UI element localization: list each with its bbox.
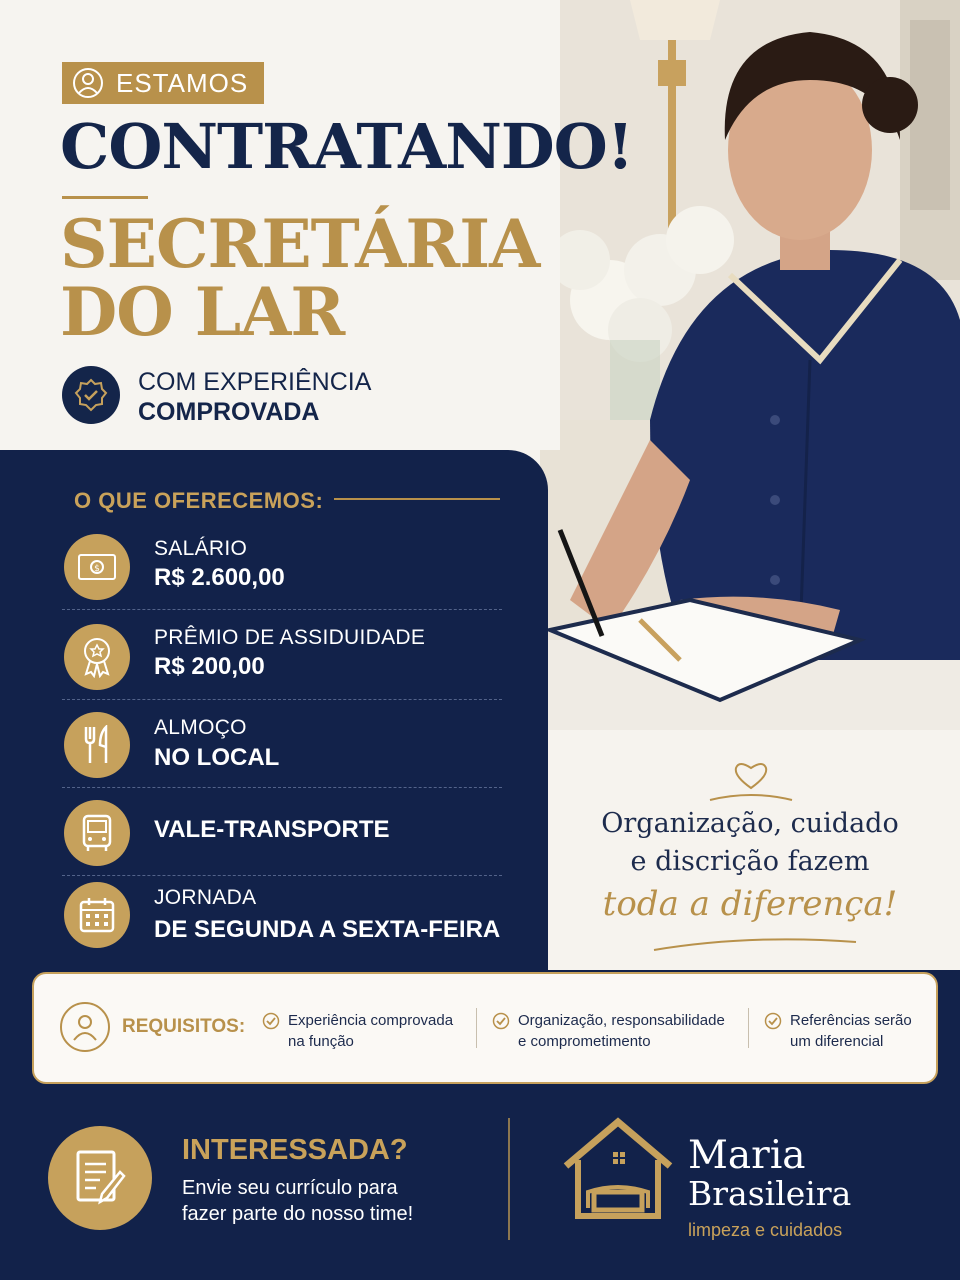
job-title bbox=[60, 205, 540, 351]
experience-line1: COM EXPERIÊNCIA bbox=[138, 368, 372, 396]
tagline-line3: toda a diferença! bbox=[602, 884, 898, 924]
brand-tagline: limpeza e cuidados bbox=[688, 1220, 843, 1240]
requirement-item bbox=[492, 1010, 725, 1052]
money-icon bbox=[64, 534, 130, 600]
offer-value: R$ 200,00 bbox=[154, 653, 265, 680]
offer-value: R$ 2.600,00 bbox=[154, 564, 285, 591]
requirements-title: REQUISITOS: bbox=[122, 1016, 246, 1037]
offer-label: JORNADA bbox=[154, 886, 257, 909]
tagline-line1: Organização, cuidado bbox=[601, 808, 899, 839]
offer-label: PRÊMIO DE ASSIDUIDADE bbox=[154, 626, 426, 649]
offer-item-lunch bbox=[62, 698, 502, 788]
heart-icon bbox=[706, 756, 796, 811]
requirement-line2: e comprometimento bbox=[518, 1033, 651, 1050]
requirement-line1: Experiência comprovada bbox=[288, 1012, 454, 1029]
offer-label: ALMOÇO bbox=[154, 716, 247, 739]
cta-line2: fazer parte do nosso time! bbox=[182, 1203, 414, 1225]
offers-title: O QUE OFERECEMOS: bbox=[74, 488, 324, 513]
brand-name-line1: Maria bbox=[688, 1133, 806, 1178]
verified-badge-icon bbox=[62, 366, 120, 424]
job-title-line1: SECRETÁRIA bbox=[60, 205, 540, 283]
offer-item-salary bbox=[62, 520, 502, 610]
check-circle-icon bbox=[764, 1012, 782, 1036]
offer-value: NO LOCAL bbox=[154, 744, 280, 771]
house-logo-icon bbox=[560, 1116, 676, 1227]
experience-line2: COMPROVADA bbox=[138, 398, 320, 426]
divider bbox=[62, 196, 148, 199]
offers-title-rule bbox=[334, 498, 500, 500]
calendar-icon bbox=[64, 882, 130, 948]
headline: CONTRATANDO! bbox=[60, 110, 633, 183]
brand-name-line2: Brasileira bbox=[688, 1174, 852, 1213]
requirement-line1: Referências serão bbox=[790, 1012, 912, 1029]
offer-item-transport bbox=[62, 786, 502, 876]
offer-item-attendance-bonus bbox=[62, 610, 502, 700]
swash-decoration bbox=[650, 930, 860, 959]
badge-label: ESTAMOS bbox=[116, 67, 249, 98]
cta-title: INTERESSADA? bbox=[182, 1134, 408, 1166]
offer-value: DE SEGUNDA A SEXTA-FEIRA bbox=[154, 916, 501, 943]
requirement-item bbox=[262, 1010, 453, 1052]
job-title-line2: DO LAR bbox=[60, 273, 345, 351]
offer-label: SALÁRIO bbox=[154, 537, 248, 560]
cta-line1: Envie seu currículo para bbox=[182, 1177, 398, 1199]
svg-text:$: $ bbox=[94, 564, 100, 574]
requirement-line1: Organização, responsabilidade bbox=[518, 1012, 725, 1029]
estamos-badge bbox=[62, 62, 264, 104]
offer-value: VALE-TRANSPORTE bbox=[154, 816, 390, 843]
bus-icon bbox=[64, 800, 130, 866]
tagline-line2: e discrição fazem bbox=[630, 846, 870, 877]
requirement-item bbox=[764, 1010, 912, 1052]
resume-document-icon bbox=[48, 1126, 152, 1230]
award-ribbon-icon bbox=[64, 624, 130, 690]
fork-knife-icon bbox=[64, 712, 130, 778]
requirement-divider bbox=[748, 1008, 749, 1048]
requirement-line2: um diferencial bbox=[790, 1033, 884, 1050]
person-icon bbox=[60, 1002, 110, 1052]
requirement-line2: na função bbox=[288, 1033, 354, 1050]
requirement-divider bbox=[476, 1008, 477, 1048]
user-icon bbox=[72, 67, 104, 99]
check-circle-icon bbox=[492, 1012, 510, 1036]
offer-item-schedule bbox=[62, 868, 502, 958]
footer-divider bbox=[508, 1118, 510, 1240]
check-circle-icon bbox=[262, 1012, 280, 1036]
